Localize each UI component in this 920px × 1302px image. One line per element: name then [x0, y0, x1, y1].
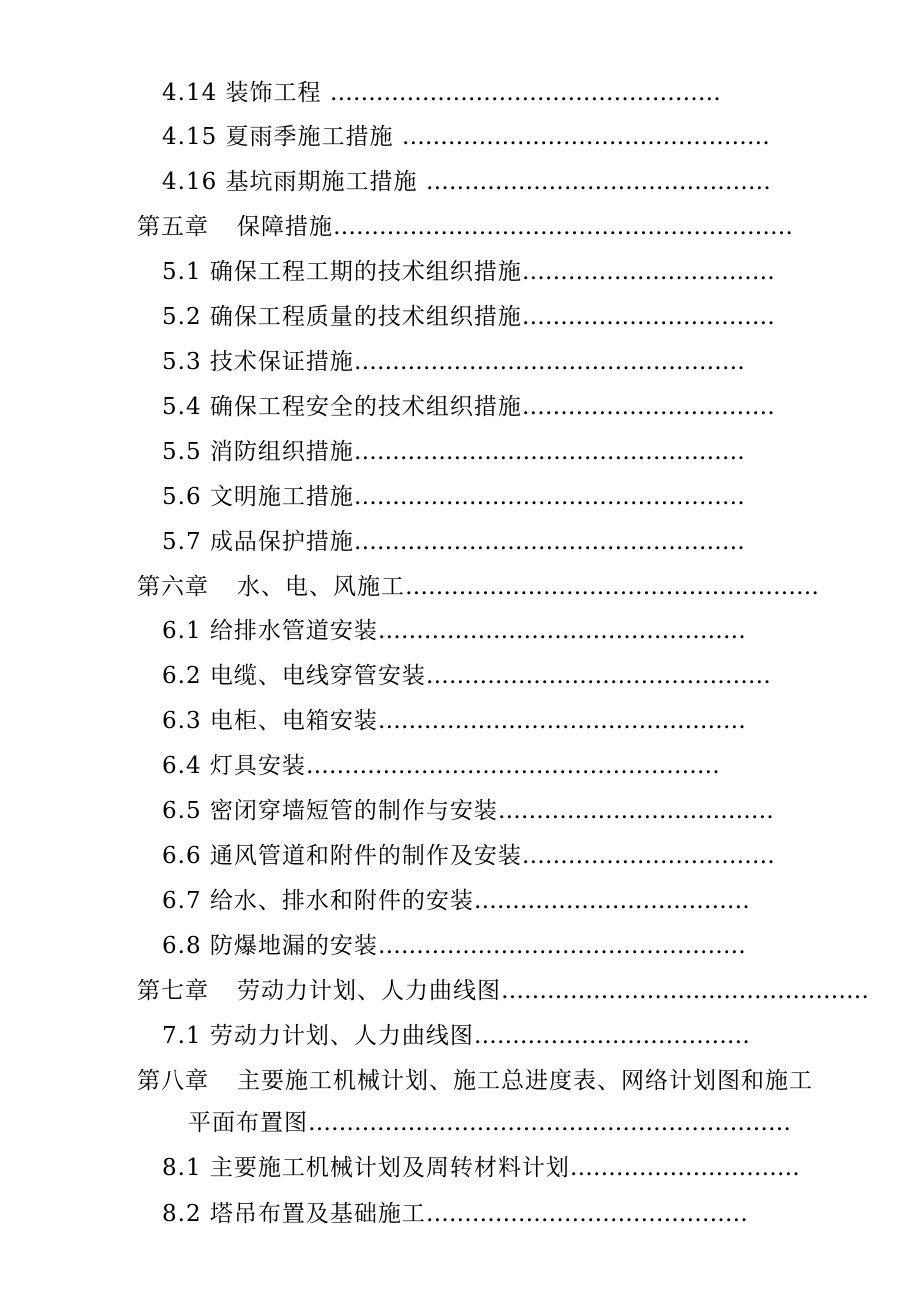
toc-leader-dots: ………………………………………	[425, 169, 771, 195]
toc-chapter-title: 保障措施	[237, 214, 333, 240]
toc-leader-dots: …………………………………………	[377, 708, 746, 734]
toc-entry-label: 5.2 确保工程质量的技术组织措施	[162, 304, 522, 330]
toc-entry	[162, 78, 802, 108]
toc-chapter	[137, 212, 805, 242]
toc-entry	[162, 841, 802, 871]
toc-entry	[162, 706, 802, 736]
toc-leader-dots: ………………………………	[497, 798, 774, 824]
toc-chapter-title: 主要施工机械计划、施工总进度表、网络计划图和施工	[237, 1068, 813, 1094]
toc-leader-dots: ………………………………	[473, 888, 750, 914]
toc-entry-label: 6.2 电缆、电线穿管安装	[162, 663, 426, 689]
toc-leader-dots: ………………………………………………	[405, 574, 819, 600]
toc-chapter	[137, 976, 869, 1006]
toc-entry-label: 6.4 灯具安装	[162, 753, 306, 779]
toc-entry	[162, 616, 802, 646]
toc-leader-dots: ………………………………………………	[305, 753, 720, 779]
toc-entry-label: 5.6 文明施工措施	[162, 484, 354, 510]
toc-entry-label: 5.5 消防组织措施	[162, 439, 354, 465]
toc-entry	[162, 1021, 802, 1051]
toc-entry	[162, 392, 802, 422]
toc-entry-label: 6.7 给水、排水和附件的安装	[162, 888, 474, 914]
toc-chapter-title: 水、电、风施工	[237, 574, 405, 600]
toc-entry-label: 8.2 塔吊布置及基础施工	[162, 1201, 426, 1227]
toc-entry-label: 4.14 装饰工程	[162, 80, 330, 106]
toc-entry	[162, 931, 802, 961]
toc-entry	[162, 1199, 777, 1229]
toc-leader-dots: ………………………………	[473, 1023, 750, 1049]
toc-entry-label: 4.16 基坑雨期施工措施	[162, 169, 426, 195]
toc-chapter-number: 第七章	[137, 978, 209, 1004]
toc-leader-dots: ………………………………………………………	[308, 1110, 791, 1136]
toc-chapter-number: 第五章	[137, 214, 209, 240]
toc-entry-label: 4.15 夏雨季施工措施	[162, 124, 402, 150]
toc-entry	[162, 751, 802, 781]
toc-entry-label: 6.8 防爆地漏的安装	[162, 933, 378, 959]
toc-leader-dots: ……………………………………………	[353, 349, 745, 375]
toc-leader-dots: ……………………………	[521, 394, 775, 420]
toc-entry-label: 5.3 技术保证措施	[162, 349, 354, 375]
toc-leader-dots: ……………………………………………………	[333, 214, 793, 240]
toc-entry-label: 平面布置图	[188, 1110, 308, 1136]
toc-chapter-continuation	[188, 1108, 804, 1138]
toc-leader-dots: ………………………………………	[425, 663, 771, 689]
toc-leader-dots: …………………………………………	[501, 978, 869, 1004]
toc-leader-dots: ……………………………………	[425, 1201, 748, 1227]
toc-leader-dots: …………………………	[569, 1155, 800, 1181]
toc-entry-label: 5.1 确保工程工期的技术组织措施	[162, 259, 522, 285]
toc-entry-label: 6.1 给排水管道安装	[162, 618, 378, 644]
toc-entry	[162, 347, 802, 377]
toc-chapter-number: 第八章	[137, 1068, 209, 1094]
toc-entry-label: 6.6 通风管道和附件的制作及安装	[162, 843, 522, 869]
toc-entry	[162, 167, 802, 197]
toc-entry	[162, 1153, 802, 1183]
toc-entry	[162, 482, 802, 512]
toc-leader-dots: ……………………………………………	[329, 80, 721, 106]
toc-leader-dots: ……………………………	[521, 843, 775, 869]
toc-chapter	[137, 1066, 837, 1096]
toc-leader-dots: …………………………………………	[377, 618, 746, 644]
toc-leader-dots: ……………………………………………	[353, 529, 745, 555]
toc-entry	[162, 886, 802, 916]
toc-entry	[162, 437, 802, 467]
toc-chapter-title: 劳动力计划、人力曲线图	[237, 978, 501, 1004]
toc-entry	[162, 796, 802, 826]
toc-leader-dots: ……………………………	[521, 304, 775, 330]
toc-chapter	[137, 572, 819, 602]
toc-leader-dots: ……………………………………………	[353, 484, 745, 510]
toc-entry-label: 5.7 成品保护措施	[162, 529, 354, 555]
toc-entry-label: 6.5 密闭穿墙短管的制作与安装	[162, 798, 498, 824]
toc-entry	[162, 527, 802, 557]
toc-entry-label: 5.4 确保工程安全的技术组织措施	[162, 394, 522, 420]
toc-entry-label: 6.3 电柜、电箱安装	[162, 708, 378, 734]
toc-leader-dots: ……………………………	[521, 259, 775, 285]
toc-chapter-number: 第六章	[137, 574, 209, 600]
toc-leader-dots: ……………………………………………	[353, 439, 745, 465]
toc-leader-dots: …………………………………………	[401, 124, 770, 150]
toc-entry-label: 7.1 劳动力计划、人力曲线图	[162, 1023, 474, 1049]
toc-entry-label: 8.1 主要施工机械计划及周转材料计划	[162, 1155, 570, 1181]
toc-leader-dots: …………………………………………	[377, 933, 746, 959]
toc-entry	[162, 122, 802, 152]
toc-entry	[162, 302, 802, 332]
toc-entry	[162, 257, 802, 287]
toc-entry	[162, 661, 802, 691]
